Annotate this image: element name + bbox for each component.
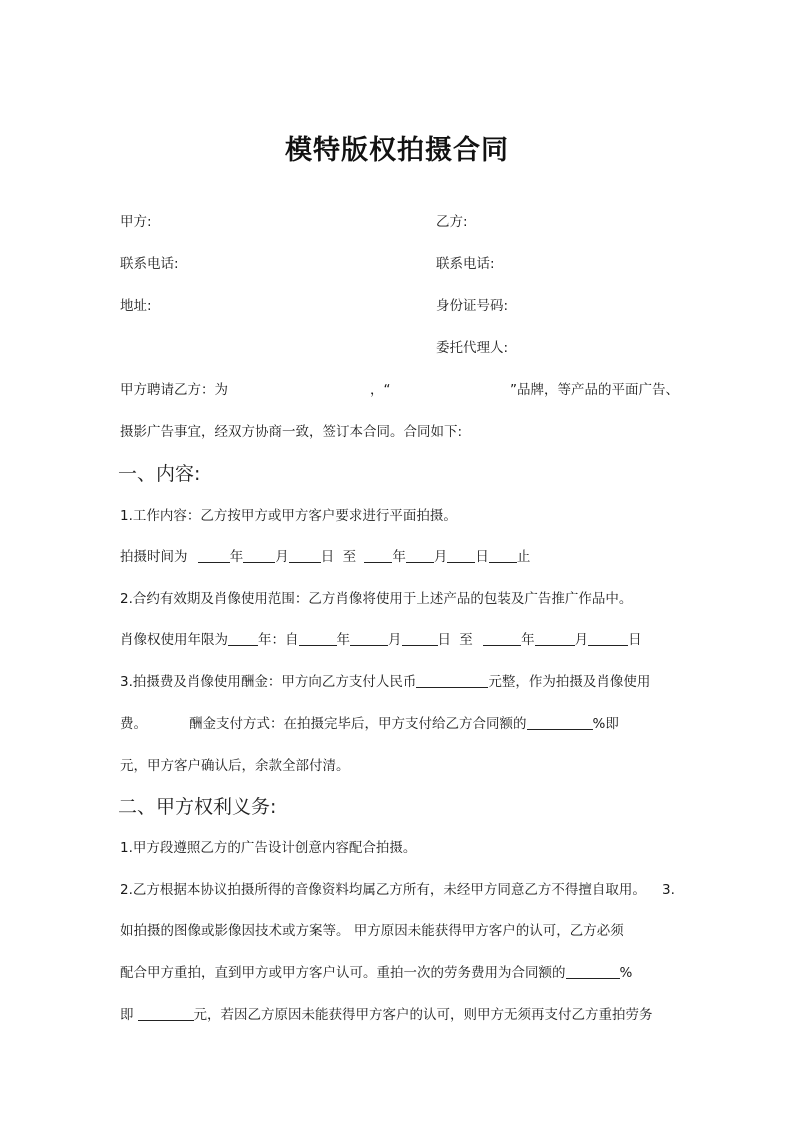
pay-percent-blank[interactable] [527,715,593,730]
item3-pay-method: 酬金支付方式：在拍摄完毕后，甲方支付给乙方合同额的 [189,716,527,732]
shoot-end-suffix: 止 [516,549,531,565]
shoot-end-year-blank[interactable] [364,548,392,563]
rework-percent-blank[interactable] [566,964,620,979]
section2-item1: 1.甲方段遵照乙方的广告设计创意内容配合拍摄。 [120,840,417,856]
portrait-start-day-blank[interactable] [402,631,438,646]
page-title: 模特版权拍摄合同 [285,135,509,166]
portrait-end-day-unit: 日 [628,632,642,648]
portrait-year-unit: 年：自 [258,632,299,648]
section1-item3-line1 [120,673,650,691]
section2-item3-line2 [120,964,632,982]
rework-amount-prefix: 即 [120,1007,134,1023]
portrait-end-year-blank[interactable] [483,631,521,646]
intro-line1-start: 甲方聘请乙方：为 [120,382,228,398]
rework-amount-text: 元，若因乙方原因未能获得甲方客户的认可，则甲方无须再支付乙方重拍劳务 [193,1007,653,1023]
portrait-start-year-unit: 年 [336,632,350,648]
portrait-end-month-unit: 月 [574,632,589,648]
rework-amount-blank[interactable] [138,1006,194,1021]
section2-heading: 二、甲方权利义务: [118,796,277,818]
item3-pay-percent: %即 [592,716,619,732]
portrait-start-month-blank[interactable] [350,631,388,646]
party-b-label: 乙方: [436,214,468,230]
item3-fee-end: 费。 [120,716,147,732]
shoot-end-day-blank[interactable] [447,548,475,563]
party-a-label: 甲方: [120,214,152,230]
portrait-term-line [120,631,642,649]
portrait-start-day-unit: 日 [437,632,451,648]
shoot-end-month-blank[interactable] [406,548,434,563]
portrait-start-year-blank[interactable] [299,631,337,646]
item3-fee-suffix: 元整，作为拍摄及肖像使用 [488,674,651,690]
id-number-label: 身份证号码: [436,298,509,314]
portrait-end-month-blank[interactable] [535,631,575,646]
agent-label: 委托代理人: [436,340,509,356]
section1-item2: 2.合约有效期及肖像使用范围：乙方肖像将使用于上述产品的包装及广告推广作品中。 [120,591,633,607]
shoot-year-unit: 年 [229,549,244,565]
address-label: 地址: [120,298,152,314]
intro-line1-end: ”品牌，等产品的平面广告、 [510,382,679,398]
intro-line1-quote: ，“ [370,382,391,398]
section1-item1: 1.工作内容：乙方按甲方或甲方客户要求进行平面拍摄。 [120,508,457,524]
section1-item3-line3: 元，甲方客户确认后，余款全部付清。 [120,758,350,774]
shoot-start-year-blank[interactable] [198,548,230,563]
phone-b-label: 联系电话: [436,256,495,272]
section1-item3-line2 [120,715,619,733]
phone-a-label: 联系电话: [120,256,179,272]
shoot-time-label: 拍摄时间为 [120,549,188,565]
fee-amount-blank[interactable] [416,673,488,688]
section2-item3-number: 3. [662,882,675,898]
shoot-end-blank[interactable] [489,548,517,563]
section2-item3-line3 [120,1006,653,1024]
section2-item2: 2.乙方根据本协议拍摄所得的音像资料均属乙方所有，未经甲方同意乙方不得擅自取用。 [120,882,646,898]
shoot-start-day-blank[interactable] [289,548,321,563]
rework-percent-sign: % [619,965,633,981]
portrait-years-blank[interactable] [228,631,258,646]
shoot-start-month-blank[interactable] [243,548,275,563]
portrait-to: 至 [459,632,473,648]
shoot-end-day-unit: 日 [475,549,489,565]
portrait-term-label: 肖像权使用年限为 [120,632,228,648]
shoot-month-unit: 月 [275,549,289,565]
section2-item3-line1: 如拍摄的图像或影像因技术或方案等。 甲方原因未能获得甲方客户的认可，乙方必须 [120,923,624,939]
shoot-time-line [120,548,530,566]
shoot-end-month-unit: 月 [433,549,448,565]
shoot-end-year-unit: 年 [392,549,406,565]
shoot-to: 至 [342,549,357,565]
shoot-day-unit: 日 [320,549,335,565]
portrait-start-month-unit: 月 [388,632,402,648]
portrait-end-year-unit: 年 [521,632,535,648]
portrait-end-day-blank[interactable] [588,631,628,646]
intro-line2: 摄影广告事宜，经双方协商一致，签订本合同。合同如下: [120,424,463,440]
item3-fee-text: 3.拍摄费及肖像使用酬金：甲方向乙方支付人民币 [120,674,417,690]
section1-heading: 一、内容: [118,463,201,485]
rework-fee-text: 配合甲方重拍，直到甲方或甲方客户认可。重拍一次的劳务费用为合同额的 [120,965,566,981]
